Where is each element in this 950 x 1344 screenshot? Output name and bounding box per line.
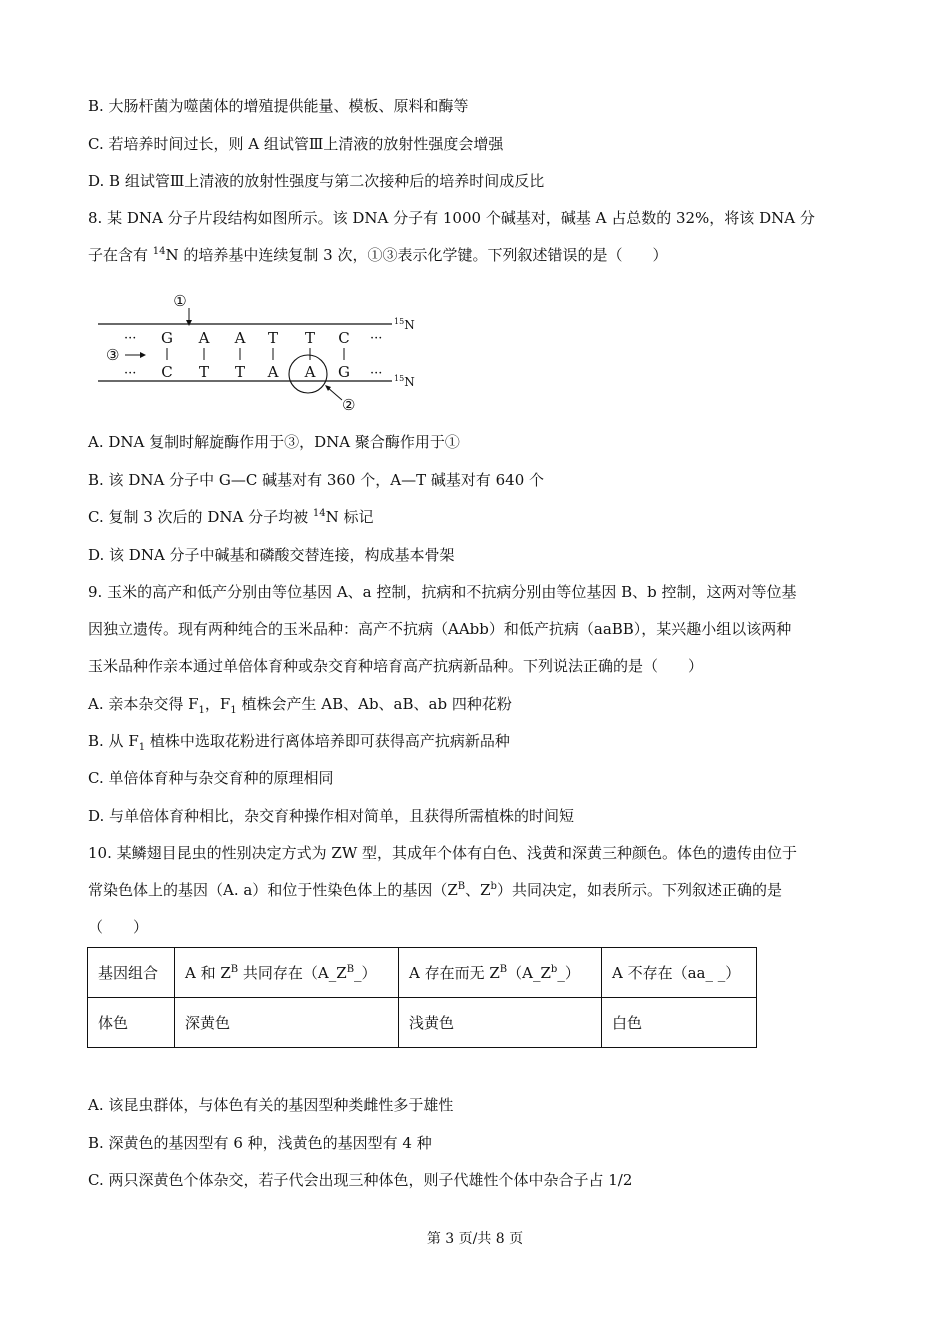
table-cell: 白色 bbox=[602, 998, 757, 1048]
q9-stem-line1: 9. 玉米的高产和低产分别由等位基因 A、a 控制，抗病和不抗病分别由等位基因 B、b 控制，这两对等位基 bbox=[88, 583, 797, 601]
upper-right-ellipsis: ··· bbox=[370, 331, 383, 346]
q9-stem-line3: 玉米品种作亲本通过单倍体育种或杂交育种培育高产抗病新品种。下列说法正确的是（ ） bbox=[88, 657, 704, 675]
q9-option-d: D. 与单倍体育种相比，杂交育种操作相对简单，且获得所需植株的时间短 bbox=[88, 807, 575, 825]
q8-option-c: C. 复制 3 次后的 DNA 分子均被 $^{14}$N 标记 bbox=[88, 508, 374, 526]
q9-option-c: C. 单倍体育种与杂交育种的原理相同 bbox=[88, 769, 334, 787]
top-base-6: C bbox=[338, 329, 350, 347]
bottom-base-5: A bbox=[304, 363, 316, 381]
q10-option-a: A. 该昆虫群体，与体色有关的基因型种类雌性多于雄性 bbox=[88, 1096, 454, 1114]
q10-option-b: B. 深黄色的基因型有 6 种，浅黄色的基因型有 4 种 bbox=[88, 1134, 432, 1152]
q7-option-d: D. B 组试管Ⅲ上清液的放射性强度与第二次接种后的培养时间成反比 bbox=[88, 172, 545, 190]
table-cell: 浅黄色 bbox=[399, 998, 602, 1048]
q8-stem-line2: 子在含有 $^{14}$N 的培养基中连续复制 3 次，①③表示化学键。下列叙述错误的是（ ） bbox=[88, 246, 668, 264]
q8-option-a: A. DNA 复制时解旋酶作用于③，DNA 聚合酶作用于① bbox=[88, 433, 460, 451]
table-row bbox=[88, 998, 757, 1048]
bottom-base-1: C bbox=[161, 363, 173, 381]
lower-left-ellipsis: ··· bbox=[124, 366, 137, 381]
q7-option-c: C. 若培养时间过长，则 A 组试管Ⅲ上清液的放射性强度会增强 bbox=[88, 135, 504, 153]
dna-structure-figure bbox=[92, 288, 422, 416]
bottom-base-3: T bbox=[234, 363, 246, 381]
bottom-base-6: G bbox=[338, 363, 350, 381]
q9-option-b: B. 从 $F_1$ 植株中选取花粉进行离体培养即可获得高产抗病新品种 bbox=[88, 732, 510, 753]
lower-right-ellipsis: ··· bbox=[370, 366, 383, 381]
upper-isotope-label: $^{15}$N bbox=[394, 317, 415, 332]
bond-label-2: ② bbox=[342, 396, 356, 414]
top-base-5: T bbox=[304, 329, 316, 347]
top-base-2: A bbox=[198, 329, 210, 347]
q9-option-a: A. 亲本杂交得 $F_1$，$F_1$ 植株会产生 AB、Ab、aB、ab 四种花粉 bbox=[88, 695, 512, 716]
top-base-3: A bbox=[234, 329, 246, 347]
q8-option-d: D. 该 DNA 分子中碱基和磷酸交替连接，构成基本骨架 bbox=[88, 546, 455, 564]
bottom-base-2: T bbox=[198, 363, 210, 381]
q7-option-b: B. 大肠杆菌为噬菌体的增殖提供能量、模板、原料和酶等 bbox=[88, 97, 469, 115]
bond-label-1: ① bbox=[173, 292, 187, 310]
top-base-4: T bbox=[267, 329, 279, 347]
genotype-table bbox=[87, 947, 757, 1048]
q8-stem-line1: 8. 某 DNA 分子片段结构如图所示。该 DNA 分子有 1000 个碱基对，碱基 A 占总数的 32%，将该 DNA 分 bbox=[88, 209, 815, 227]
table-header-cell: A 和 $Z^B$ 共同存在$(A\_Z^B\_)$ bbox=[175, 948, 399, 998]
bottom-base-4: A bbox=[267, 363, 279, 381]
table-header-cell: A 存在而无 $Z^B(A\_Z^b\_)$ bbox=[399, 948, 602, 998]
q10-stem-line2: 常染色体上的基因（A. a）和位于性染色体上的基因（$Z^B$、$Z^b$）共同决定，如表所示。下列叙述正确的是 bbox=[88, 881, 782, 899]
table-cell: 体色 bbox=[88, 998, 175, 1048]
q10-option-c: C. 两只深黄色个体杂交，若子代会出现三种体色，则子代雄性个体中杂合子占 1/2 bbox=[88, 1171, 633, 1189]
bond-label-3: ③ bbox=[106, 346, 120, 364]
table-header-cell: A 不存在（aa_ _） bbox=[602, 948, 757, 998]
q10-stem-line1: 10. 某鳞翅目昆虫的性别决定方式为 ZW 型，其成年个体有白色、浅黄和深黄三种颜色。体色的遗传由位于 bbox=[88, 844, 798, 862]
q8-option-b: B. 该 DNA 分子中 G—C 碱基对有 360 个，A—T 碱基对有 640 个 bbox=[88, 471, 545, 489]
q9-stem-line2: 因独立遗传。现有两种纯合的玉米品种：高产不抗病（AAbb）和低产抗病（aaBB），某兴趣小组以该两种 bbox=[88, 620, 792, 638]
top-base-1: G bbox=[161, 329, 173, 347]
page-footer: 第 3 页/共 8 页 bbox=[426, 1231, 524, 1247]
q10-stem-line3: （ ） bbox=[88, 918, 149, 936]
table-header-cell: 基因组合 bbox=[88, 948, 175, 998]
table-row bbox=[88, 948, 757, 998]
upper-left-ellipsis: ··· bbox=[124, 331, 137, 346]
lower-isotope-label: $^{15}$N bbox=[394, 374, 415, 389]
table-cell: 深黄色 bbox=[175, 998, 399, 1048]
